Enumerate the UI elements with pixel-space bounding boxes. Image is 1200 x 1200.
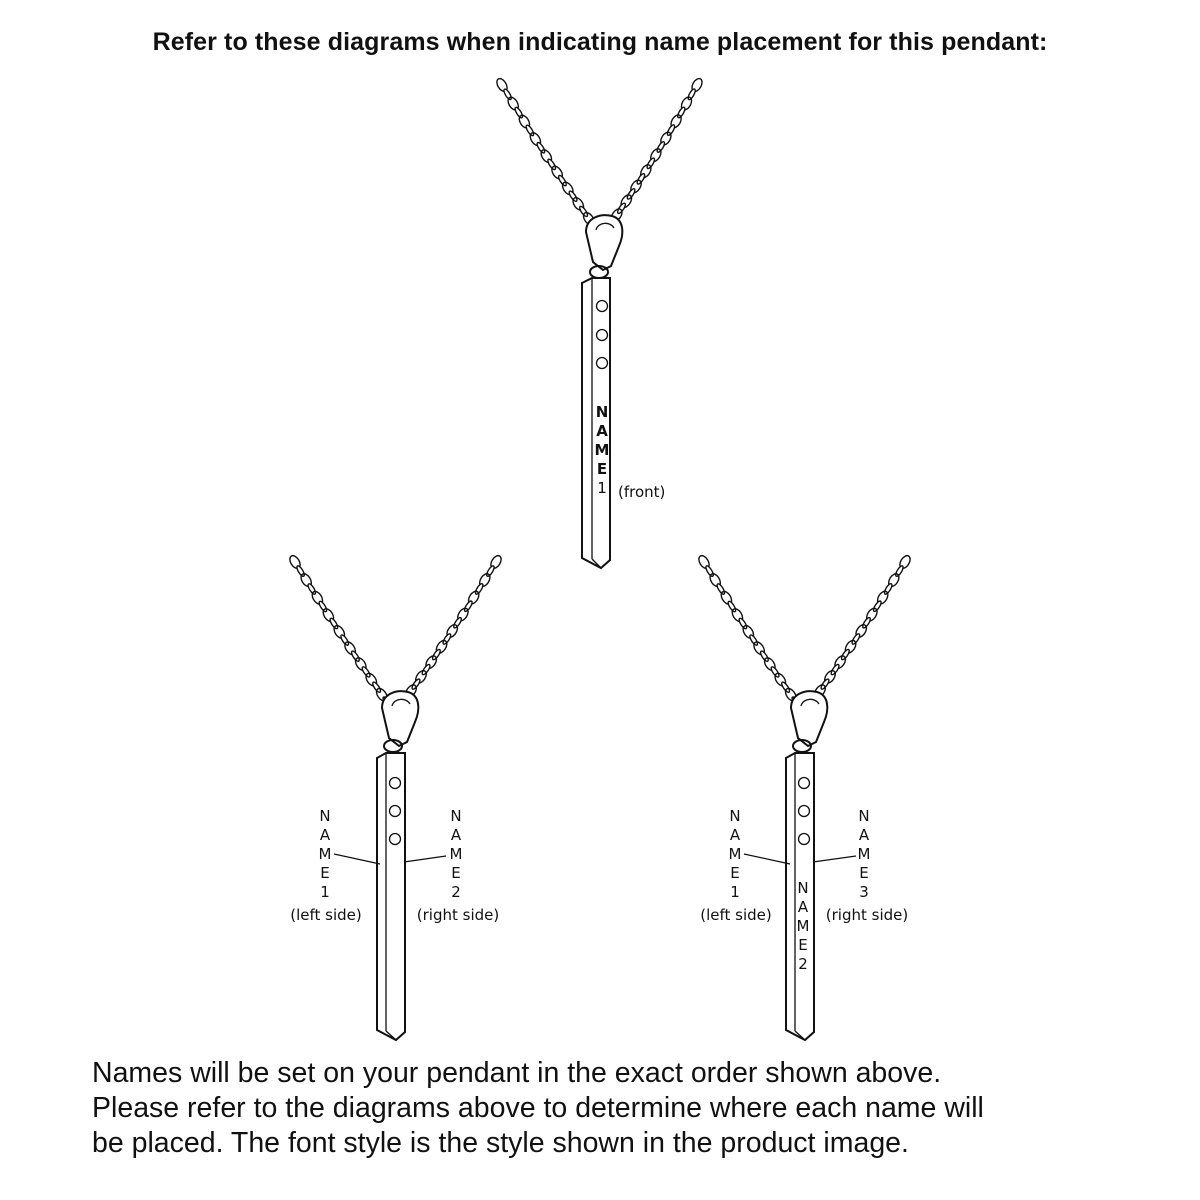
name-letter: E	[859, 864, 869, 882]
name-letter: N	[595, 403, 609, 421]
name-letter: N	[450, 807, 462, 825]
left-name-label	[319, 807, 332, 901]
name-letter: N	[858, 807, 870, 825]
chain-link	[503, 88, 513, 101]
name-letter: 1	[597, 479, 607, 497]
name-letter: A	[596, 422, 608, 440]
name-letter: A	[797, 898, 809, 916]
name-letter: E	[596, 460, 608, 478]
left-side-caption: (left side)	[290, 906, 362, 924]
right-side-caption: (right side)	[416, 906, 500, 924]
name-letter: A	[858, 826, 870, 844]
footnote-line: be placed. The font style is the style shown in the product image.	[92, 1127, 909, 1159]
name-letter: M	[449, 845, 463, 863]
chain-link	[705, 565, 715, 578]
front-name-label	[797, 879, 810, 973]
chain-link	[514, 106, 524, 119]
pointer-line	[744, 854, 790, 864]
name-letter: A	[319, 826, 331, 844]
name-letter: 2	[798, 955, 808, 973]
right-side-caption: (right side)	[825, 906, 909, 924]
name-letter: M	[594, 441, 610, 459]
pointer-line	[404, 856, 446, 862]
footnote-line: Names will be set on your pendant in the exact order shown above.	[92, 1057, 942, 1089]
chain	[495, 77, 704, 232]
name-letter: A	[729, 826, 741, 844]
name-letter: M	[796, 917, 810, 935]
pendant-three-sides-diagram	[697, 554, 912, 1040]
front-caption: (front)	[618, 483, 666, 501]
pendant-two-sides-diagram	[288, 554, 503, 1040]
name-letter: A	[450, 826, 462, 844]
right-name-label	[450, 807, 463, 901]
chain-link	[894, 565, 904, 578]
right-name-label	[858, 807, 871, 901]
footnote	[92, 1056, 1132, 1161]
name-letter: M	[318, 845, 332, 863]
name-letter: 2	[451, 883, 461, 901]
left-side-caption: (left side)	[700, 906, 772, 924]
name-letter: N	[729, 807, 741, 825]
name-letter: M	[728, 845, 742, 863]
pointer-line	[334, 854, 380, 864]
name-letter: 1	[320, 883, 330, 901]
name-letter: E	[451, 864, 461, 882]
left-name-label	[729, 807, 742, 901]
chain-link	[296, 565, 306, 578]
chain-link	[485, 565, 495, 578]
chain	[288, 554, 503, 708]
pointer-line	[813, 856, 856, 862]
name-letter: E	[730, 864, 740, 882]
name-letter: M	[857, 845, 871, 863]
name-letter: E	[320, 864, 330, 882]
pendant-front-diagram	[495, 77, 704, 568]
footnote-line: Please refer to the diagrams above to determine where each name will	[92, 1092, 984, 1124]
name-letter: 3	[859, 883, 869, 901]
bar	[377, 753, 405, 1040]
chain	[697, 554, 912, 708]
name-letter: 1	[730, 883, 740, 901]
name-letter: N	[797, 879, 809, 897]
page-heading: Refer to these diagrams when indicating name placement for this pendant:	[152, 28, 1048, 56]
name-letter: N	[319, 807, 331, 825]
name-letter: E	[798, 936, 808, 954]
